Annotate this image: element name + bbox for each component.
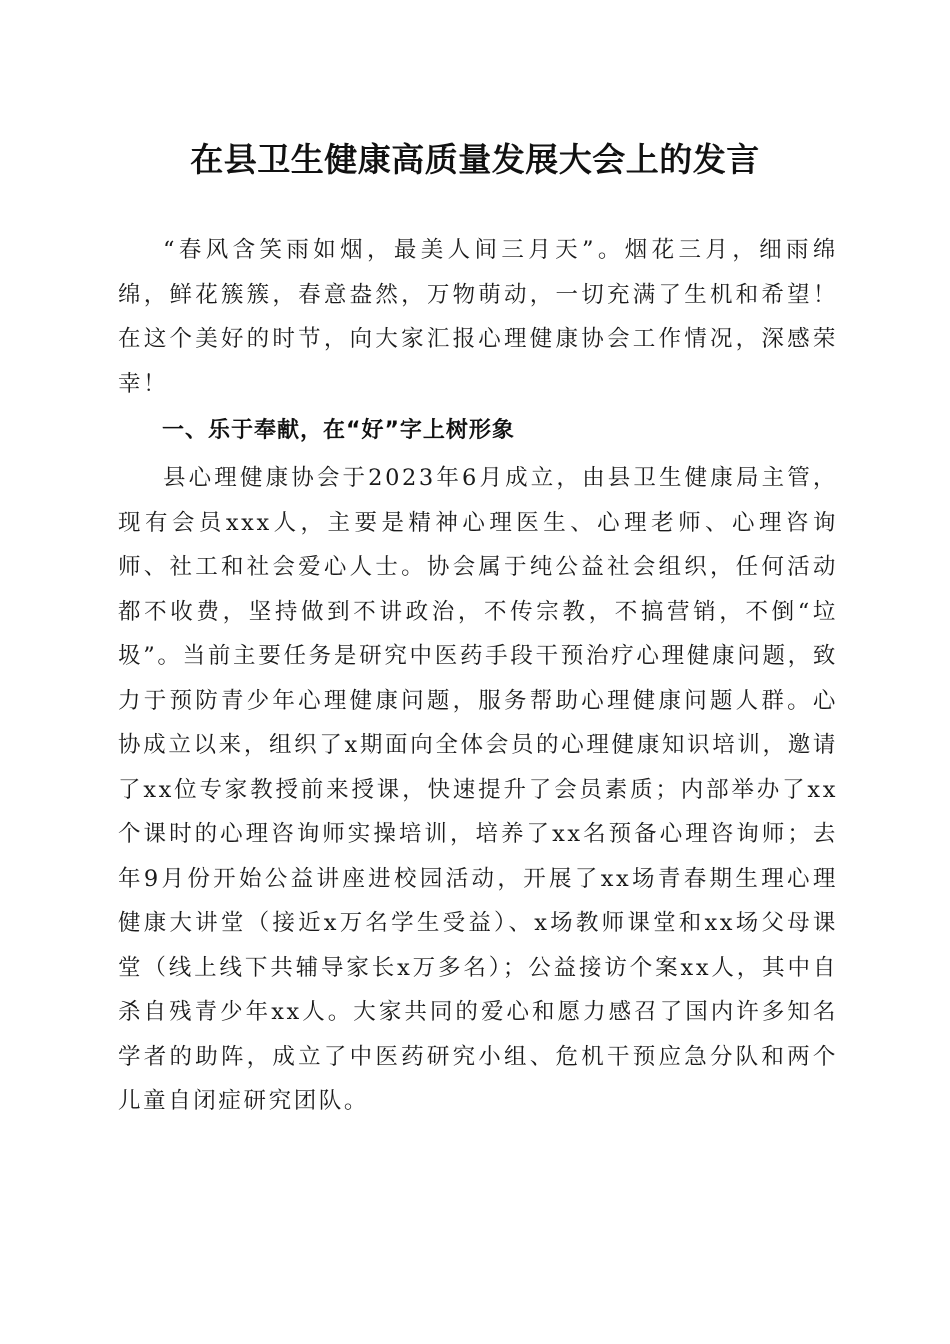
section-heading-1: 一、乐于奉献，在“好”字上树形象 <box>162 418 515 443</box>
intro-paragraph: “春风含笑雨如烟，最美人间三月天”。烟花三月，细雨绵绵，鲜花簇簇，春意盎然，万物萌动，一切充满了生机和希望！在这个美好的时节，向大家汇报心理健康协会工作情况，深感荣幸！ <box>118 237 838 397</box>
section-1-paragraph: 县心理健康协会于2023年6月成立，由县卫生健康局主管，现有会员xxx人，主要是精神心理医生、心理老师、心理咨询师、社工和社会爱心人士。协会属于纯公益社会组织，任何活动都不收费，坚持做到不讲政治，不传宗教，不搞营销，不倒“垃圾”。当前主要任务是研究中医药手段干预治疗心理健康问题，致力于预防青少年心理健康问题，服务帮助心理健康问题人群。心协成立以来，组织了x期面向全体会员的心理健康知识培训，邀请了xx位专家教授前来授课，快速提升了会员素质；内部举办了xx个课时的心理咨询师实操培训，培养了xx名预备心理咨询师；去年9月份开始公益讲座进校园活动，开展了xx场青春期生理心理健康大讲堂（接近x万名学生受益）、x场教师课堂和xx场父母课堂（线上线下共辅导家长x万多名）；公益接访个案xx人，其中自杀自残青少年xx人。大家共同的爱心和愿力感召了国内许多知名学者的助阵，成立了中医药研究小组、危机干预应急分队和两个儿童自闭症研究团队。 <box>118 465 838 1114</box>
document-body <box>118 228 838 1124</box>
document-title: 在县卫生健康高质量发展大会上的发言 <box>190 140 760 179</box>
